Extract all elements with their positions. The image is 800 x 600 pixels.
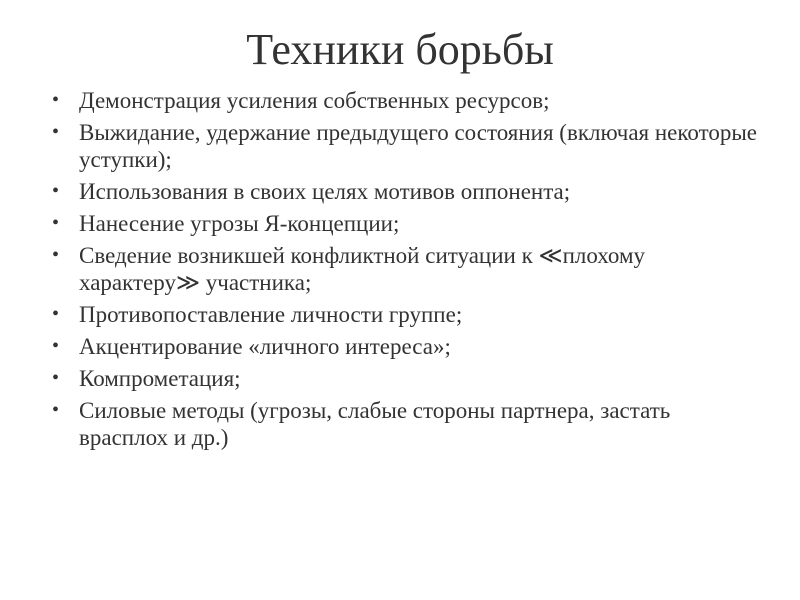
list-item xyxy=(52,333,762,360)
list-item xyxy=(52,242,762,296)
list-item-text: Использования в своих целях мотивов оппонента; xyxy=(79,179,571,204)
bullet-icon: • xyxy=(52,335,60,357)
list-item xyxy=(52,87,762,114)
list-item xyxy=(52,365,762,392)
list-item-text: Акцентирование «личного интереса»; xyxy=(79,334,451,359)
bullet-icon: • xyxy=(52,121,60,143)
list-item-text: Силовые методы (угрозы, слабые стороны партнера, застать врасплох и др.) xyxy=(79,398,671,450)
list-item-text: Нанесение угрозы Я-концепции; xyxy=(79,211,400,236)
list-item xyxy=(52,210,762,237)
bullet-icon: • xyxy=(52,244,60,266)
bullet-list xyxy=(52,87,762,456)
slide-title: Техники борьбы xyxy=(246,25,554,74)
list-item xyxy=(52,178,762,205)
bullet-icon: • xyxy=(52,303,60,325)
list-item-text: Противопоставление личности группе; xyxy=(79,302,463,327)
list-item-text: Компрометация; xyxy=(79,366,241,391)
list-item xyxy=(52,119,762,173)
bullet-icon: • xyxy=(52,212,60,234)
list-item-text: Выжидание, удержание предыдущего состояния (включая некоторые уступки); xyxy=(79,120,758,172)
list-item xyxy=(52,301,762,328)
list-item-text: Демонстрация усиления собственных ресурсов; xyxy=(79,88,550,113)
list-item-text: Сведение возникшей конфликтной ситуации к ≪плохому характеру≫ участника; xyxy=(79,243,646,295)
bullet-icon: • xyxy=(52,367,60,389)
list-item xyxy=(52,397,762,451)
bullet-icon: • xyxy=(52,399,60,421)
bullet-icon: • xyxy=(52,89,60,111)
bullet-icon: • xyxy=(52,180,60,202)
